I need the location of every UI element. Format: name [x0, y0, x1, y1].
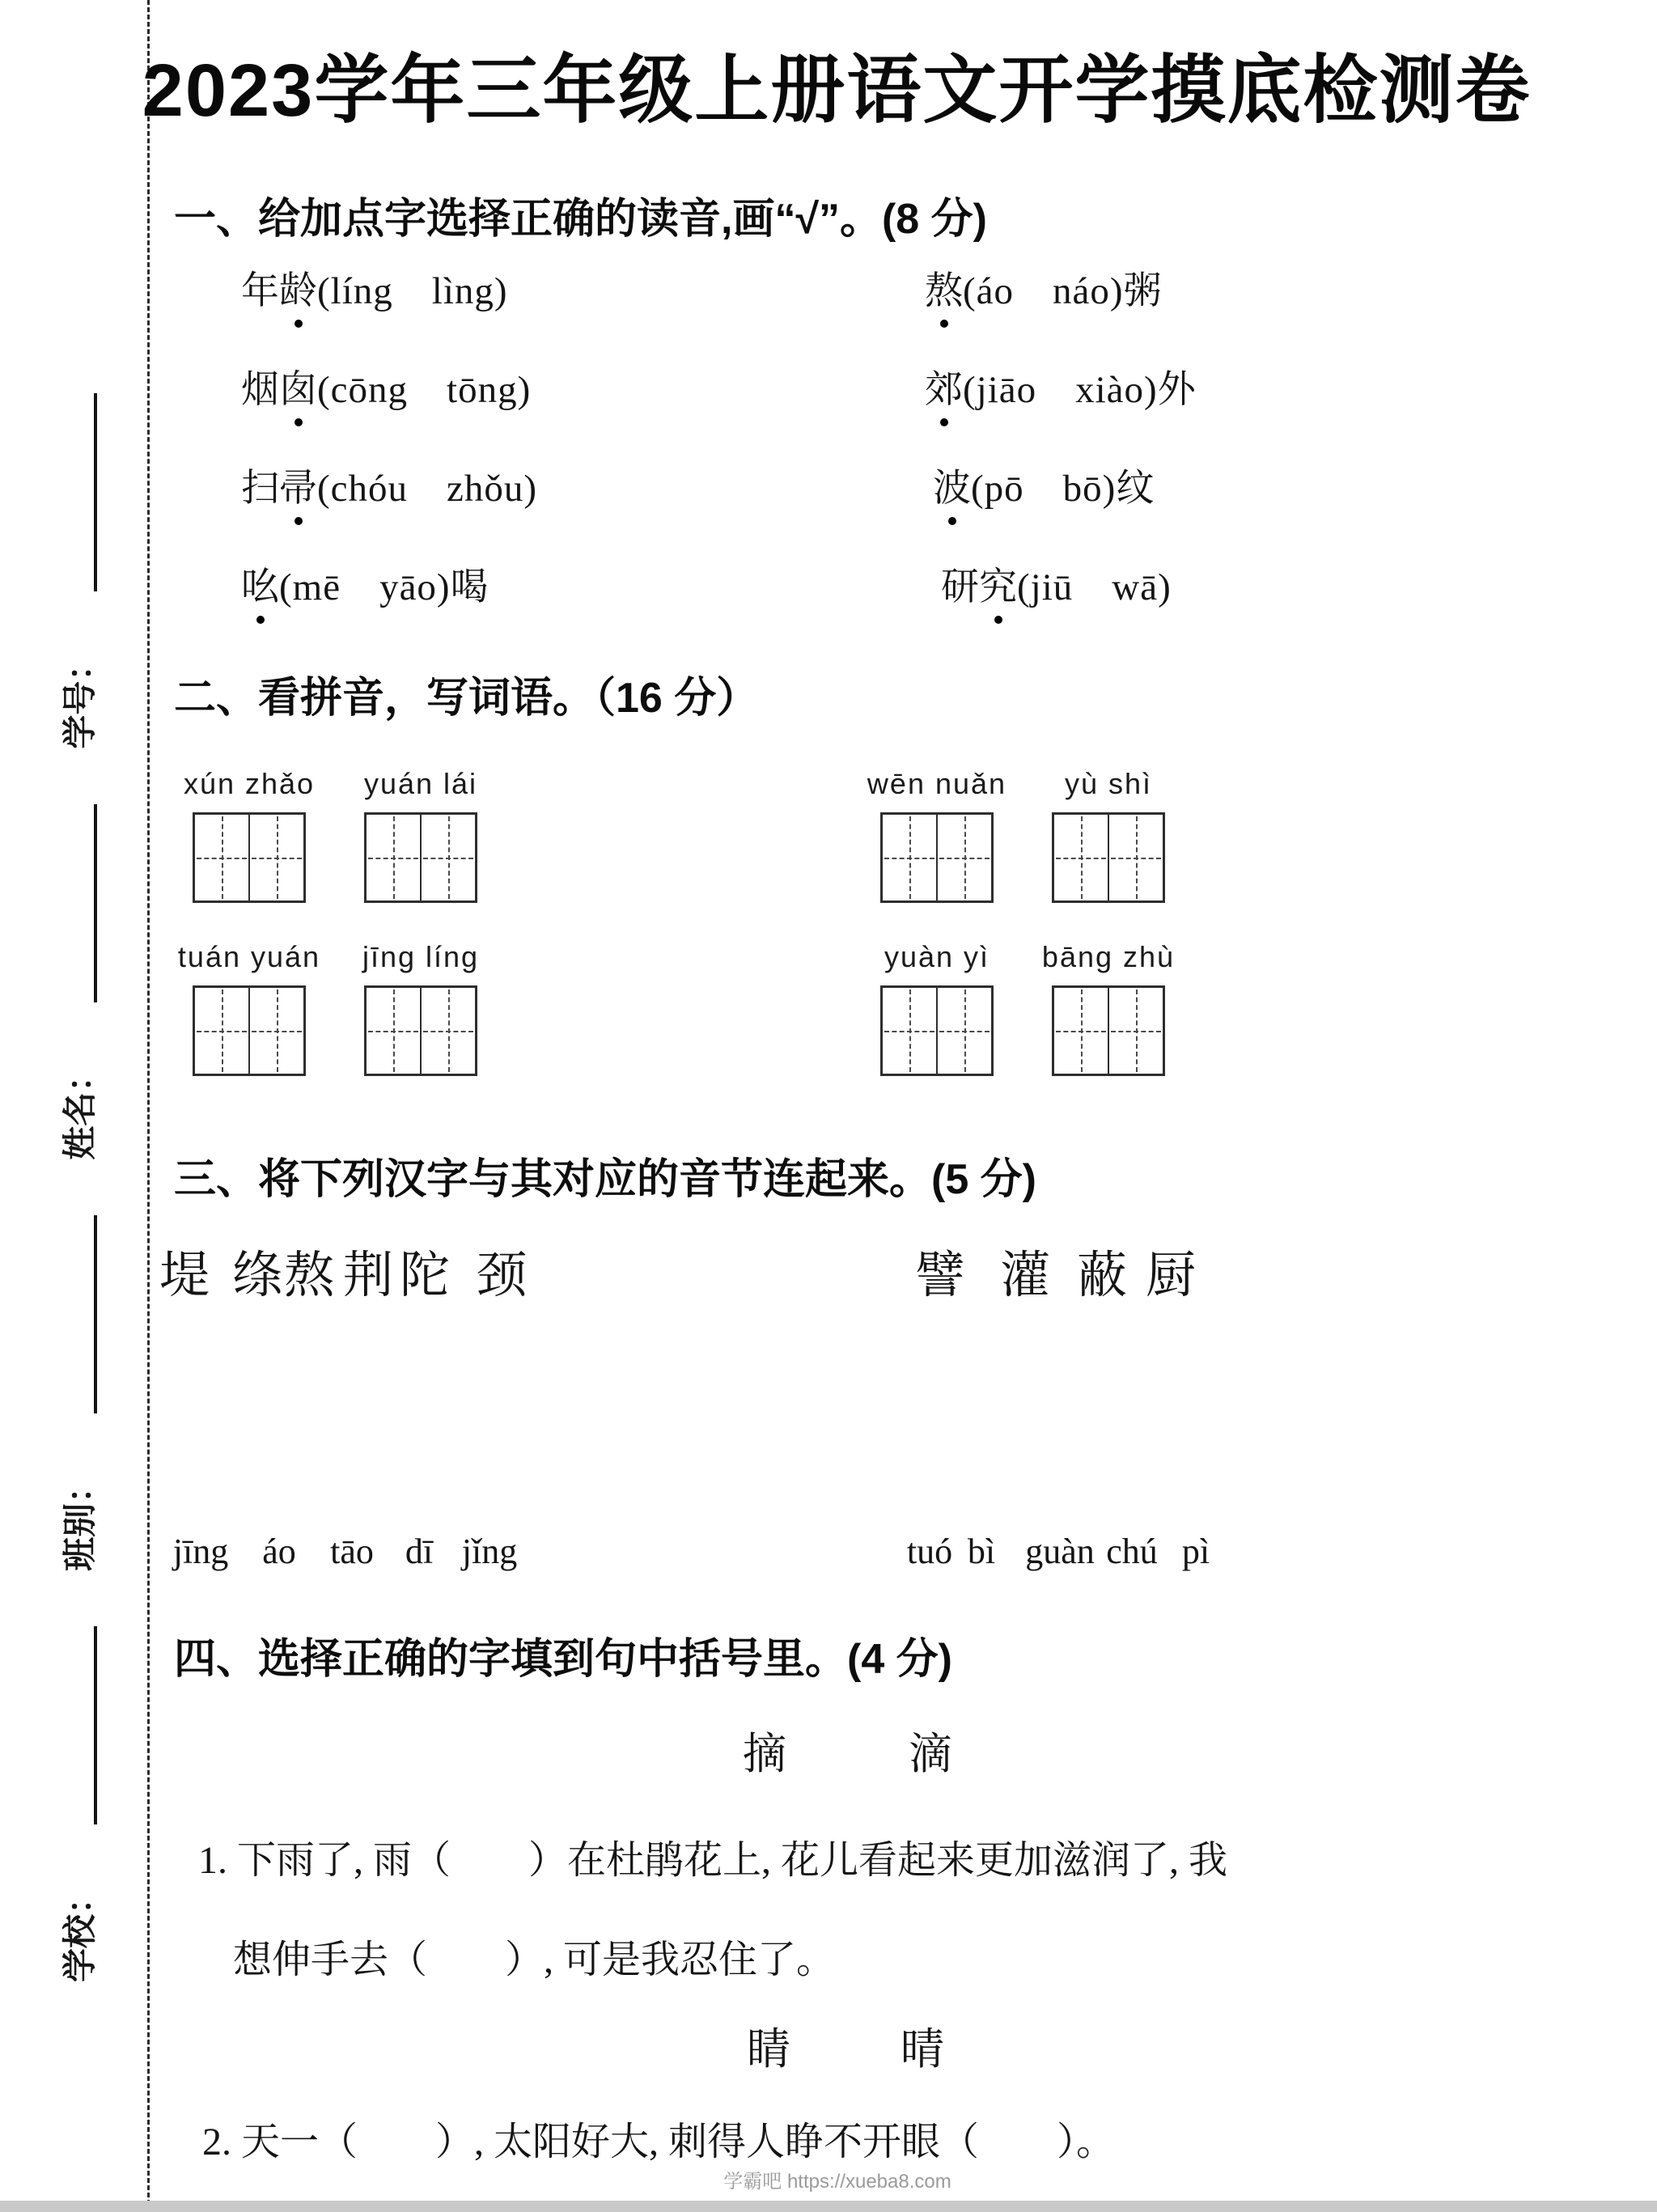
- class-blank-line: [86, 1215, 97, 1413]
- writing-grid: [193, 985, 306, 1076]
- match-character: 厨: [1145, 1248, 1197, 1303]
- match-character: 颈: [476, 1248, 528, 1303]
- watermark-text: 学霸吧 https://xueba8.com: [723, 2171, 951, 2193]
- grid-cell: [1109, 815, 1163, 900]
- school-blank-line: [86, 1626, 97, 1824]
- grid-cell: [250, 815, 303, 900]
- dotted-char: 郊: [925, 359, 963, 413]
- match-pinyin: chú: [1106, 1532, 1158, 1571]
- s1-item-aozhou: 熬(áo náo)粥: [925, 261, 1162, 315]
- grid-cell: [195, 815, 250, 900]
- school-label: 学校：: [61, 1879, 99, 1982]
- match-pinyin: bì: [967, 1532, 996, 1571]
- pinyin-label: bāng zhù: [1041, 940, 1176, 973]
- pinyin-label: xún zhǎo: [183, 767, 316, 800]
- grid-cell: [367, 815, 422, 900]
- name-label: 姓名：: [61, 1057, 99, 1160]
- grid-cell: [195, 988, 250, 1074]
- grid-cell: [883, 988, 938, 1074]
- dotted-char: 龄: [279, 261, 317, 315]
- choice-char-zhai: 摘: [743, 1730, 786, 1778]
- page-title: 2023学年三年级上册语文开学摸底检测卷: [142, 49, 1532, 132]
- class-label: 班别：: [61, 1468, 99, 1571]
- s1-item-yaohe: 吆(mē yāo)喝: [241, 557, 489, 611]
- writing-grid: [880, 985, 994, 1076]
- sentence-1-line-2: 想伸手去（ ）, 可是我忍住了。: [233, 1939, 836, 1981]
- match-pinyin: jǐng: [461, 1532, 518, 1571]
- dotted-char: 究: [979, 557, 1017, 611]
- pinyin-label: wēn nuǎn: [867, 767, 1007, 800]
- choice-char-di: 滴: [909, 1730, 952, 1778]
- s1-item-yancong: 烟囱(cōng tōng): [241, 359, 531, 413]
- section3-heading: 三、将下列汉字与其对应的音节连起来。(5 分): [174, 1156, 1037, 1203]
- writing-grid: [364, 985, 477, 1076]
- grid-cell: [938, 988, 991, 1074]
- writing-grid: [1052, 812, 1165, 903]
- match-pinyin: guàn: [1025, 1532, 1095, 1571]
- writing-grid: [364, 812, 477, 903]
- match-pinyin: pì: [1181, 1532, 1210, 1571]
- grid-cell: [1054, 988, 1109, 1074]
- match-character: 譬: [914, 1248, 966, 1303]
- grid-cell: [883, 815, 938, 900]
- choice-char-jing: 睛: [747, 2025, 790, 2074]
- grid-cell: [422, 815, 475, 900]
- dotted-char: 熬: [925, 261, 963, 315]
- dotted-char: 囱: [279, 359, 317, 413]
- section2-heading: 二、看拼音，写词语。（16 分）: [174, 675, 759, 722]
- sentence-1-line-1: 1. 下雨了, 雨（ ）在杜鹃花上, 花儿看起来更加滋润了, 我: [198, 1839, 1228, 1882]
- sentence-2: 2. 天一（ ）, 太阳好大, 刺得人睁不开眼（ ）。: [202, 2121, 1116, 2163]
- dotted-char: 帚: [279, 458, 317, 512]
- pinyin-label: yuàn yì: [884, 940, 990, 973]
- name-blank-line: [86, 804, 97, 1002]
- grid-cell: [250, 988, 303, 1074]
- writing-grid: [193, 812, 306, 903]
- scan-edge-band: [0, 2201, 1657, 2212]
- s1-item-saozhou: 扫帚(chóu zhǒu): [241, 458, 537, 512]
- grid-cell: [422, 988, 475, 1074]
- match-pinyin: jīng: [172, 1532, 229, 1571]
- s1-item-jiaowai: 郊(jiāo xiào)外: [925, 359, 1196, 413]
- s1-item-bowen: 波(pō bō)纹: [933, 458, 1154, 512]
- grid-cell: [938, 815, 991, 900]
- s1-item-yanjiu: 研究(jiū wā): [941, 557, 1172, 611]
- pinyin-label: yù shì: [1064, 767, 1153, 800]
- dotted-char: 波: [933, 458, 971, 512]
- pinyin-label: tuán yuán: [177, 940, 321, 973]
- match-character: 堤: [159, 1248, 210, 1303]
- s1-item-nianling: 年龄(líng lìng): [241, 261, 508, 315]
- match-character: 陀: [399, 1248, 451, 1303]
- dotted-char: 吆: [241, 557, 279, 611]
- match-character: 熬: [283, 1248, 335, 1303]
- match-pinyin: tuó: [906, 1532, 953, 1571]
- pinyin-label: jīng líng: [362, 940, 480, 973]
- pinyin-label: yuán lái: [363, 767, 478, 800]
- sidebar-student-info: [24, 372, 102, 1998]
- seal-dashed-line: [147, 0, 150, 2212]
- writing-grid: [880, 812, 994, 903]
- student-number-label: 学号：: [61, 646, 99, 749]
- section1-heading: 一、给加点字选择正确的读音,画“√”。(8 分): [174, 196, 987, 243]
- match-character: 荆: [342, 1248, 394, 1303]
- match-character: 蔽: [1076, 1248, 1128, 1303]
- grid-cell: [1109, 988, 1163, 1074]
- match-pinyin: tāo: [330, 1532, 374, 1571]
- writing-grid: [1052, 985, 1165, 1076]
- match-pinyin: áo: [262, 1532, 296, 1571]
- grid-cell: [367, 988, 422, 1074]
- match-pinyin: dī: [405, 1532, 434, 1571]
- section4-heading: 四、选择正确的字填到句中括号里。(4 分): [174, 1636, 953, 1683]
- choice-char-qing: 晴: [901, 2025, 944, 2074]
- grid-cell: [1054, 815, 1109, 900]
- match-character: 绦: [231, 1248, 283, 1303]
- match-character: 灌: [999, 1248, 1051, 1303]
- student-number-blank-line: [86, 393, 97, 591]
